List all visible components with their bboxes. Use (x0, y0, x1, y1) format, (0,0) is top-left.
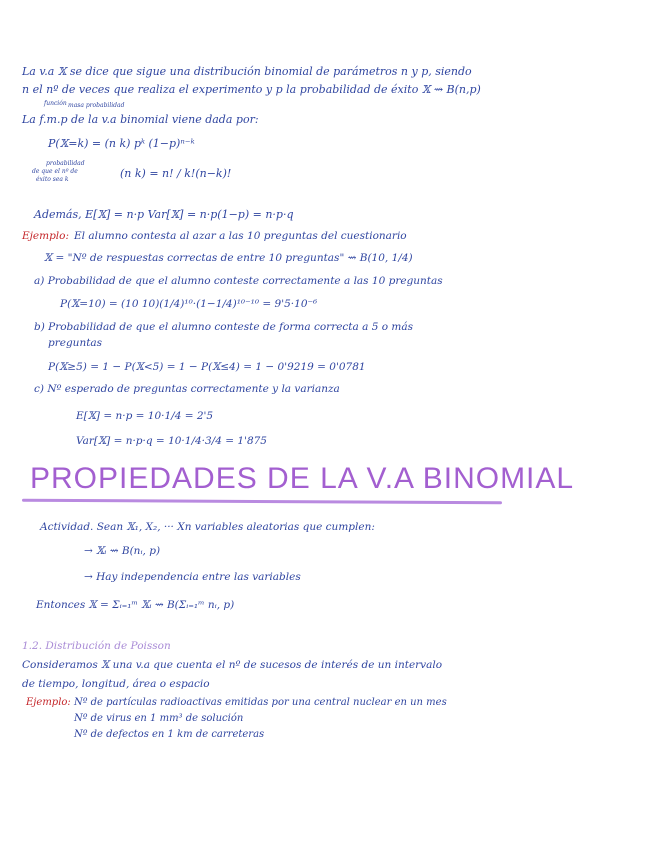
part-b-answer: P(𝕏≥5) = 1 − P(𝕏<5) = 1 − P(𝕏≤4) = 1 − 0'9219 = 0'0781 (48, 361, 366, 373)
annotation-masa-probabilidad: masa probabilidad (68, 102, 125, 109)
formula-note-2: de que el nº de (32, 168, 78, 175)
formula-note-1: probabilidad (46, 160, 85, 167)
condition-2: → Hay independencia entre las variables (84, 571, 301, 583)
section-title: PROPIEDADES DE LA V.A BINOMIAL (30, 462, 575, 495)
binomial-pmf-formula: P(𝕏=k) = (n k) pᵏ (1−p)ⁿ⁻ᵏ (48, 137, 195, 150)
sum-property: Entonces 𝕏 = Σᵢ₌₁ᵐ 𝕏ᵢ ⇝ B(Σᵢ₌₁ᵐ nᵢ, p) (36, 599, 235, 611)
example-label: Ejemplo: (22, 230, 70, 242)
fmp-intro-line: La f.m.p de la v.a binomial viene dada por: (22, 113, 259, 126)
poisson-def-line-1: Consideramos 𝕏 una v.a que cuenta el nº de sucesos de interés de un intervalo (22, 659, 443, 671)
part-c-question: c) Nº esperado de preguntas correctamente y la varianza (34, 383, 340, 395)
activity-statement: Actividad. Sean 𝕏₁, X₂, ··· Xn variables aleatorias que cumplen: (40, 521, 375, 533)
formula-note-3: éxito sea k (36, 176, 69, 183)
example-statement: El alumno contesta al azar a las 10 preguntas del cuestionario (74, 230, 407, 242)
poisson-def-line-2: de tiempo, longitud, área o espacio (22, 678, 210, 690)
binomial-coefficient-formula: (n k) = n! / k!(n−k)! (120, 167, 232, 180)
intro-line-1: La v.a 𝕏 se dice que sigue una distribución binomial de parámetros n y p, siendo (22, 65, 472, 78)
poisson-example-3: Nº de defectos en 1 km de carreteras (74, 729, 265, 740)
part-b-question: b) Probabilidad de que el alumno conteste de forma correcta a 5 o más (34, 321, 413, 333)
poisson-example-2: Nº de virus en 1 mm³ de solución (74, 713, 244, 724)
example-variable-def: 𝕏 = "Nº de respuestas correctas de entre 10 preguntas" ⇝ B(10, 1/4) (44, 252, 413, 264)
condition-1: → 𝕏ᵢ ⇝ B(nᵢ, p) (84, 545, 161, 557)
part-a-question: a) Probabilidad de que el alumno conteste correctamente a las 10 preguntas (34, 275, 443, 287)
annotation-funcion: función (44, 100, 67, 107)
poisson-example-label: Ejemplo: (26, 697, 71, 708)
poisson-example-1: Nº de partículas radioactivas emitidas por una central nuclear en un mes (74, 697, 447, 708)
expectation-variance-line: Además, E[𝕏] = n·p Var[𝕏] = n·p(1−p) = n·p·q (34, 208, 294, 221)
section-title-underline (22, 499, 502, 505)
poisson-heading: 1.2. Distribución de Poisson (22, 640, 171, 652)
part-a-answer: P(𝕏=10) = (10 10)(1/4)¹⁰·(1−1/4)¹⁰⁻¹⁰ = 9'5·10⁻⁶ (60, 298, 318, 310)
part-c-expectation: E[𝕏] = n·p = 10·1/4 = 2'5 (76, 410, 214, 422)
part-c-variance: Var[𝕏] = n·p·q = 10·1/4·3/4 = 1'875 (76, 435, 267, 447)
intro-line-2: n el nº de veces que realiza el experimento y p la probabilidad de éxito 𝕏 ⇝ B(n,p) (22, 83, 481, 96)
part-b-question-cont: preguntas (48, 337, 103, 349)
